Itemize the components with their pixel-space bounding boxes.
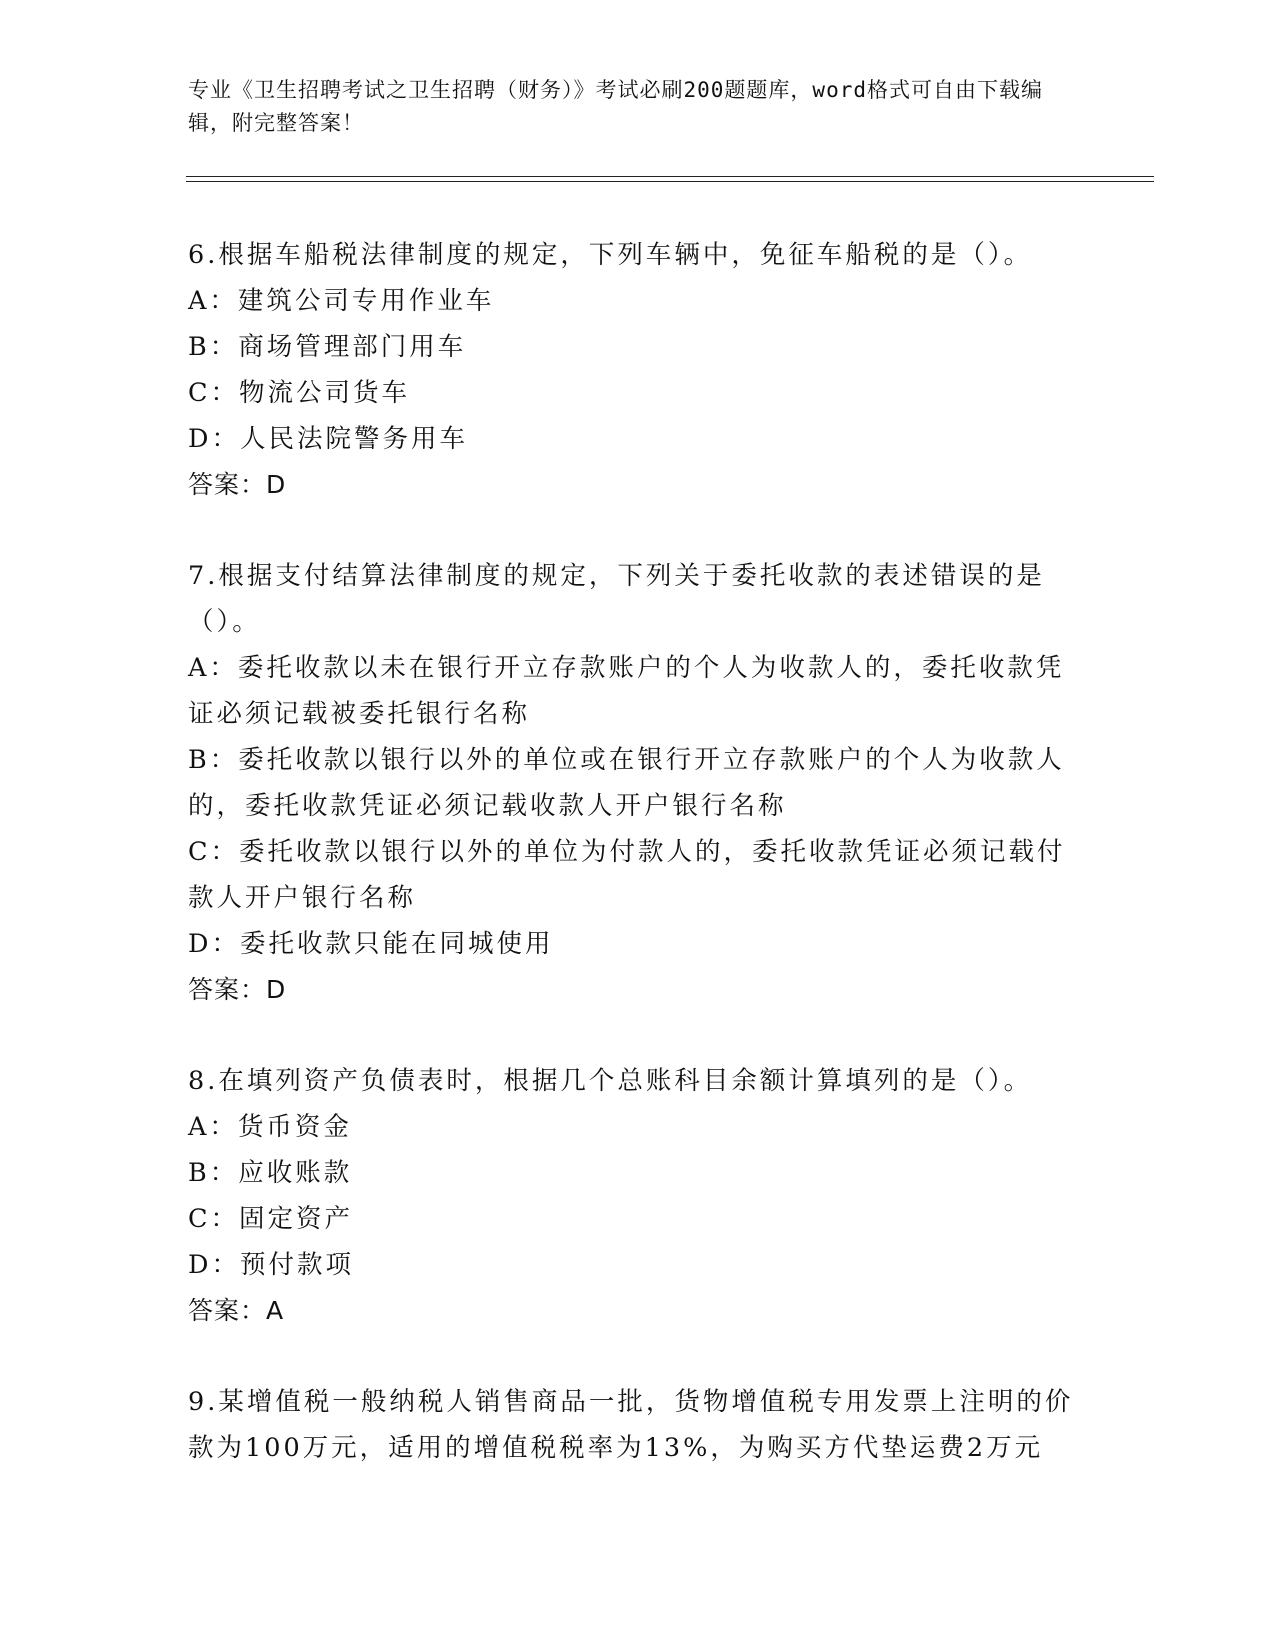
- option-c: C：固定资产: [188, 1204, 354, 1234]
- question-item: [188, 1058, 1088, 1334]
- document-header: 专业《卫生招聘考试之卫生招聘（财务）》考试必刷200题题库，word格式可自由下载编辑，附完整答案！: [188, 78, 1043, 135]
- answer-line: 答案：D: [188, 470, 287, 499]
- header-divider-bottom: [186, 181, 1154, 182]
- question-item: [188, 553, 1088, 1013]
- option-c: C：委托收款以银行以外的单位为付款人的，委托收款凭证必须记载付款人开户银行名称: [188, 837, 1066, 913]
- header-divider-top: [186, 176, 1154, 177]
- answer-line: 答案：A: [188, 1296, 285, 1325]
- option-b: B：商场管理部门用车: [188, 332, 467, 362]
- option-d: D：人民法院警务用车: [188, 424, 468, 454]
- question-stem: 7.根据支付结算法律制度的规定，下列关于委托收款的表述错误的是（）。: [188, 561, 1045, 637]
- question-stem: 6.根据车船税法律制度的规定，下列车辆中，免征车船税的是（）。: [188, 240, 1033, 270]
- question-item: [188, 232, 1088, 508]
- option-c: C：物流公司货车: [188, 378, 411, 408]
- option-a: A：货币资金: [188, 1112, 352, 1142]
- option-b: B：委托收款以银行以外的单位或在银行开立存款账户的个人为收款人的，委托收款凭证必须记载收款人开户银行名称: [188, 745, 1065, 821]
- answer-line: 答案：D: [188, 975, 287, 1004]
- question-item: [188, 1379, 1088, 1471]
- question-stem: 9.某增值税一般纳税人销售商品一批，货物增值税专用发票上注明的价款为100万元，适用的增值税税率为13%，为购买方代垫运费2万元: [188, 1387, 1074, 1463]
- question-list: [188, 232, 1088, 1516]
- option-d: D：预付款项: [188, 1250, 354, 1280]
- question-stem: 8.在填列资产负债表时，根据几个总账科目余额计算填列的是（）。: [188, 1066, 1033, 1096]
- option-a: A：委托收款以未在银行开立存款账户的个人为收款人的，委托收款凭证必须记载被委托银行名称: [188, 653, 1065, 729]
- option-a: A：建筑公司专用作业车: [188, 286, 495, 316]
- option-b: B：应收账款: [188, 1158, 353, 1188]
- option-d: D：委托收款只能在同城使用: [188, 929, 554, 959]
